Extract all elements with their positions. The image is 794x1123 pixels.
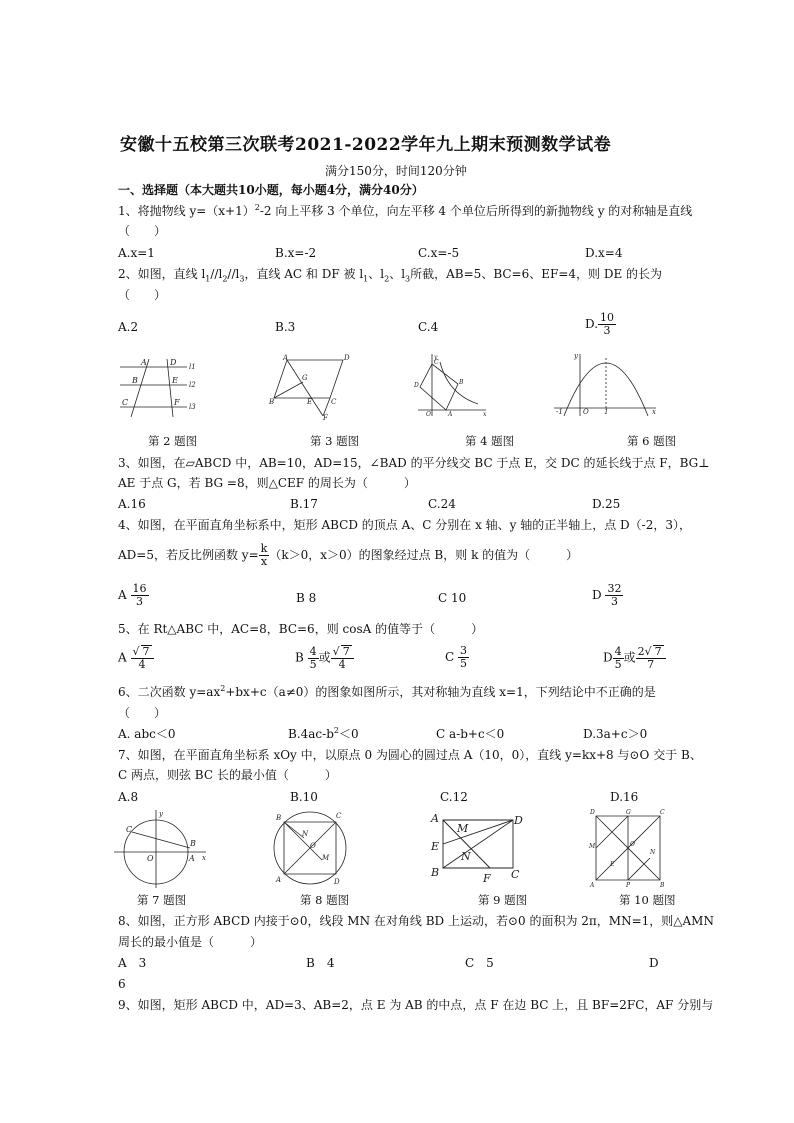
svg-text:D: D: [334, 878, 340, 886]
svg-text:-1: -1: [556, 408, 563, 416]
option-c: C.12: [440, 790, 468, 804]
option-c: C.4: [418, 320, 439, 334]
option-d: D.25: [592, 497, 621, 511]
option-c: C.x=-5: [418, 246, 460, 260]
section-heading: 一、选择题（本大题共10小题，每小题4分，满分40分）: [118, 183, 424, 197]
svg-text:y: y: [574, 352, 578, 360]
option-b: B.10: [290, 790, 318, 804]
question-7: 7、如图，在平面直角坐标系 xOy 中，以原点 0 为圆心的圆过点 A（10，0），直线 y=kx+8 与⊙O 交于 B、: [118, 748, 702, 762]
svg-text:B: B: [190, 839, 196, 848]
figure-caption: 第 7 题图: [137, 893, 187, 907]
svg-text:A: A: [189, 854, 195, 863]
svg-text:D: D: [170, 358, 177, 367]
exam-info: 满分150分，时间120分钟: [325, 164, 467, 178]
figure-q3: [265, 352, 355, 422]
option-b: $B.4ac-b^2<0$: [288, 726, 359, 741]
option-a: A. abc＜0: [118, 727, 176, 741]
svg-text:O: O: [583, 408, 589, 416]
svg-text:C: C: [434, 359, 439, 366]
svg-text:G: G: [302, 374, 308, 382]
svg-text:F: F: [174, 398, 180, 407]
figure-caption: 第 9 题图: [478, 893, 528, 907]
question-6: 6、二次函数 $y=ax^2+bx+c(a\ne 0)$的图象如图所示，其对称轴为直线 x=1，下列结论中不正确的是: [118, 684, 656, 699]
question-2: 2、如图，直线 $l_1//l_2//l_3$，直线 AC 和 DF 被 $l_1$、$l_2$、$l_3$所截，AB=5、BC=6、EF=4，则 DE 的长为: [118, 267, 663, 284]
svg-text:C: C: [336, 812, 342, 820]
option-a: A 3: [118, 956, 147, 970]
svg-text:M: M: [589, 843, 596, 850]
svg-text:N: N: [461, 850, 471, 863]
svg-text:O: O: [147, 854, 154, 863]
figure-caption: 第 2 题图: [148, 434, 198, 448]
svg-text:l1: l1: [189, 363, 196, 371]
svg-text:A: A: [283, 354, 289, 362]
svg-text:E: E: [172, 376, 178, 385]
svg-text:D: D: [414, 382, 419, 389]
svg-text:A: A: [276, 876, 282, 884]
option-a: A.2: [118, 320, 139, 334]
svg-text:M: M: [457, 822, 469, 835]
svg-text:A: A: [448, 411, 453, 418]
svg-text:B: B: [660, 882, 665, 888]
option-a: A.x=1: [118, 246, 155, 260]
option-d: D $\frac{32}{3}$: [592, 582, 622, 608]
svg-text:A: A: [141, 358, 147, 367]
option-d: D: [649, 956, 659, 970]
figure-q7: [112, 808, 212, 888]
answer-bracket: （ ）: [118, 288, 167, 302]
option-c: C 5: [465, 956, 494, 970]
option-a: A.8: [118, 790, 139, 804]
svg-text:O: O: [426, 411, 431, 418]
svg-text:O: O: [630, 841, 635, 848]
question-4-cont: AD=5，若反比例函数 y= $\frac{k}{x}$ （k＞0，x＞0）的图象经过点 B，则 k 的值为（ ）: [118, 542, 579, 568]
option-d: D.3a+c＞0: [583, 727, 648, 741]
svg-text:E: E: [431, 840, 440, 853]
option-a: A.16: [118, 497, 146, 511]
option-d: D $\frac{4}{5}$ 或 $\frac{2√ 7}{7}$: [603, 645, 666, 671]
svg-text:A: A: [431, 812, 439, 825]
option-b: B 4: [306, 956, 335, 970]
svg-text:x: x: [652, 408, 656, 416]
question-5: 5、在 Rt△ABC 中，AC=8，BC=6，则 cosA 的值等于（ ）: [118, 622, 484, 636]
svg-text:C: C: [660, 809, 665, 816]
figure-q10: [588, 808, 668, 888]
figure-caption: 第 6 题图: [627, 434, 677, 448]
question-7-cont: C 两点，则弦 BC 长的最小值（ ）: [118, 768, 337, 782]
svg-text:C: C: [126, 825, 133, 834]
figure-q8: [270, 808, 350, 888]
page-title: 安徽十五校第三次联考2021-2022学年九上期末预测数学试卷: [120, 135, 612, 155]
svg-text:y: y: [159, 810, 163, 818]
question-8-cont: 周长的最小值是（ ）: [118, 935, 263, 949]
question-8: 8、如图，正方形 ABCD 内接于⊙0，线段 MN 在对角线 BD 上运动，若⊙0 的面积为 2π，MN=1，则△AMN: [118, 914, 714, 928]
question-1: 1、将抛物线 $y=(x+1)^2-2$ 向上平移 3 个单位，向左平移 4 个单位后所得到的新抛物线 y 的对称轴是直线: [118, 203, 693, 218]
figure-caption: 第 10 题图: [619, 893, 676, 907]
svg-text:A: A: [590, 882, 595, 888]
svg-text:B: B: [276, 814, 282, 822]
question-3: 3、如图，在▱ABCD 中，AB=10，AD=15，∠BAD 的平分线交 BC 于点 E，交 DC 的延长线于点 F，BG⊥: [118, 456, 710, 470]
option-b: B.x=-2: [275, 246, 317, 260]
option-b: B $\frac{4}{5}$ 或 $\frac{√ 7}{4}$: [295, 645, 354, 671]
question-3-cont: AE 于点 G，若 BG =8，则△CEF 的周长为（ ）: [118, 476, 416, 490]
svg-text:C: C: [331, 398, 337, 406]
answer-bracket: （ ）: [118, 706, 167, 720]
figure-q4: [412, 352, 492, 422]
figure-q6: [552, 350, 662, 420]
svg-text:x: x: [483, 411, 487, 418]
option-d: D. $\frac{10}{3}$: [585, 311, 615, 337]
svg-text:F: F: [483, 872, 491, 885]
svg-text:M: M: [322, 854, 330, 862]
figure-caption: 第 8 题图: [300, 893, 350, 907]
svg-text:F: F: [323, 414, 328, 422]
svg-text:N: N: [650, 849, 656, 856]
option-c: C 10: [438, 591, 467, 605]
figure-caption: 第 4 题图: [465, 434, 515, 448]
figure-q9: [425, 810, 535, 885]
svg-text:l3: l3: [189, 403, 196, 411]
option-b: B.17: [290, 497, 318, 511]
svg-text:1: 1: [604, 408, 609, 416]
svg-text:y: y: [434, 354, 438, 361]
svg-text:C: C: [511, 868, 520, 881]
answer-bracket: （ ）: [118, 224, 167, 238]
option-b: B 8: [296, 591, 317, 605]
option-c: C $\frac{3}{5}$: [445, 644, 468, 670]
svg-text:l2: l2: [189, 381, 196, 389]
option-a: A $\frac{16}{3}$: [118, 582, 147, 608]
svg-text:D: D: [344, 354, 350, 362]
svg-text:D: D: [590, 809, 595, 816]
svg-text:B: B: [431, 866, 440, 879]
svg-text:C: C: [122, 398, 129, 407]
svg-text:B: B: [459, 379, 464, 386]
svg-text:E: E: [610, 861, 615, 868]
svg-text:D: D: [514, 814, 523, 827]
svg-text:B: B: [269, 398, 275, 406]
question-9: 9、如图，矩形 ABCD 中，AD=3、AB=2，点 E 为 AB 的中点，点 F 在边 BC 上，且 BF=2FC，AF 分别与: [118, 998, 714, 1012]
question-4: 4、如图，在平面直角坐标系中，矩形 ABCD 的顶点 A、C 分别在 x 轴、y 轴的正半轴上，点 D（-2，3），: [118, 518, 692, 532]
option-b: B.3: [275, 320, 296, 334]
option-d: D.16: [610, 790, 639, 804]
option-d-value: 6: [118, 977, 126, 991]
svg-text:B: B: [132, 376, 138, 385]
option-d: D.x=4: [585, 246, 623, 260]
svg-text:G: G: [626, 809, 631, 816]
svg-text:P: P: [626, 882, 631, 888]
svg-text:O: O: [310, 842, 316, 850]
svg-text:x: x: [202, 854, 206, 862]
option-c: C.24: [428, 497, 456, 511]
svg-text:N: N: [302, 830, 309, 838]
option-a: A $\frac{√ 7}{4}$: [118, 645, 154, 671]
figure-q2: [115, 355, 200, 420]
svg-text:E: E: [307, 398, 313, 406]
figure-caption: 第 3 题图: [310, 434, 360, 448]
option-c: C a-b+c＜0: [436, 727, 505, 741]
